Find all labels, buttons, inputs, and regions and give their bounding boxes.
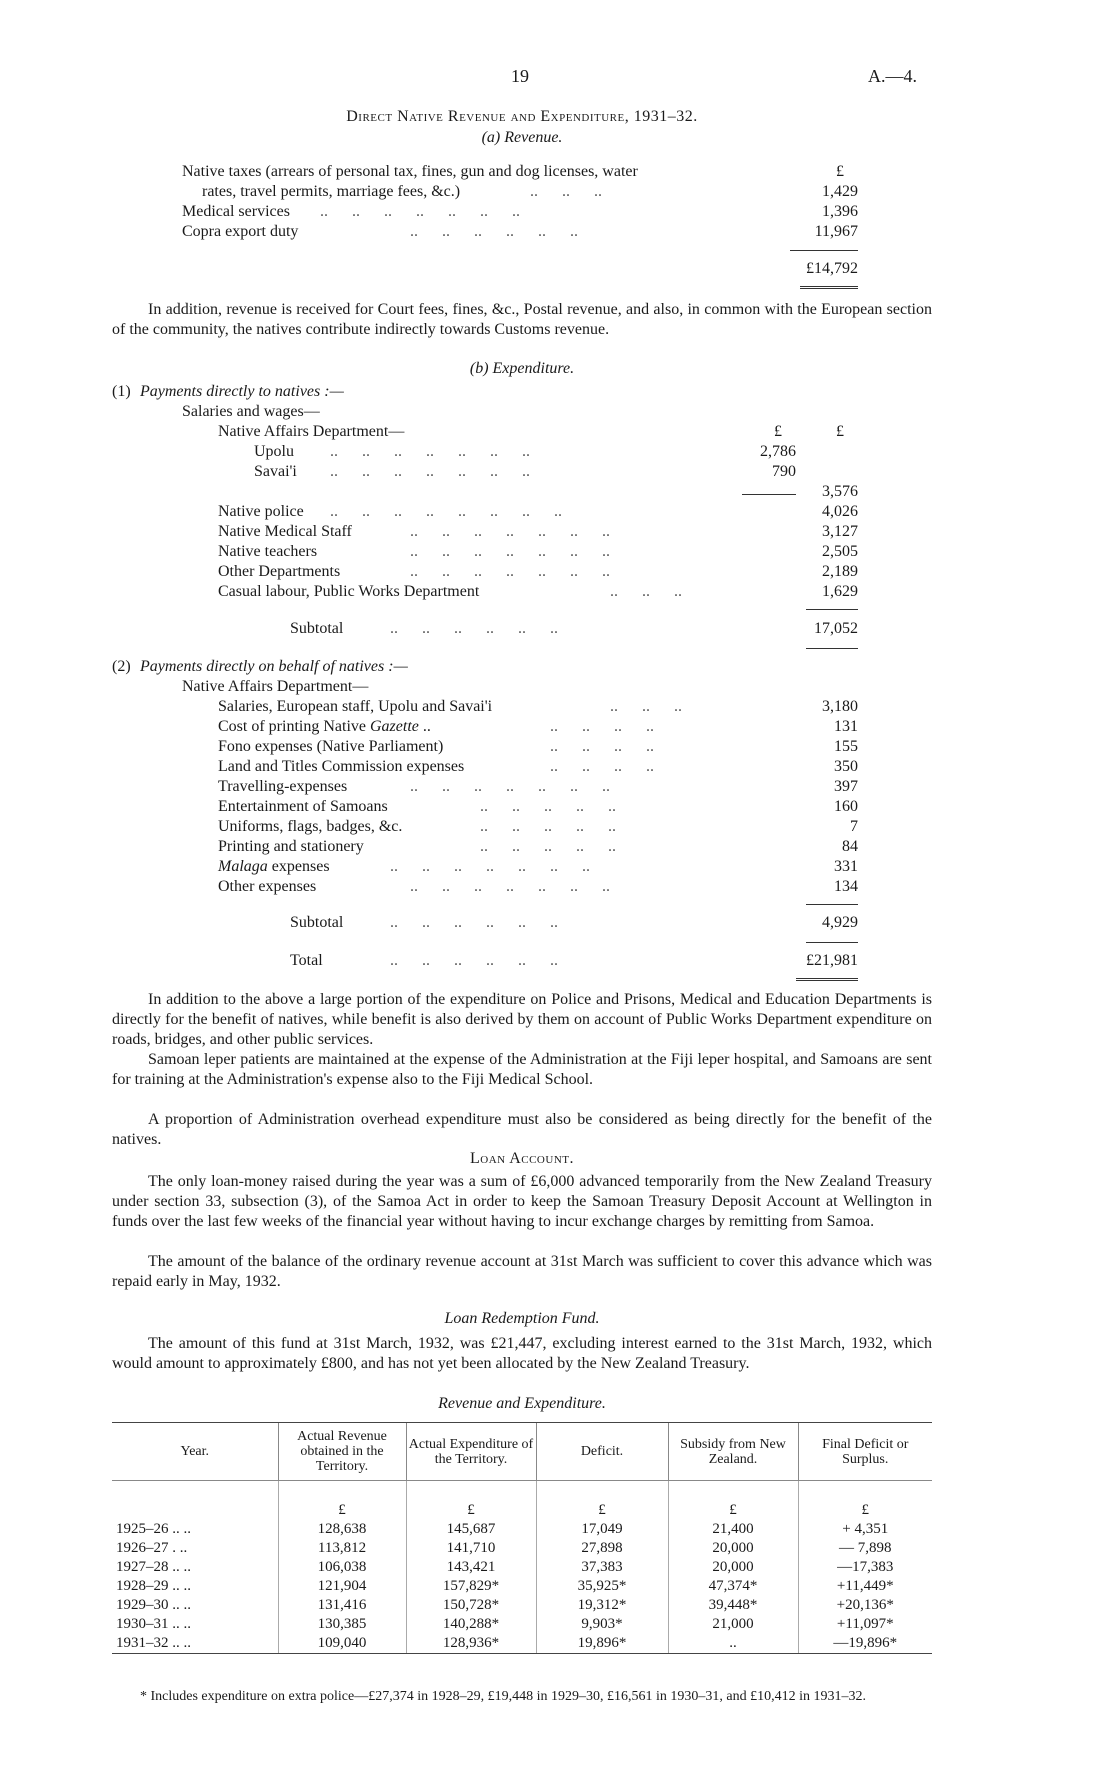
column-header: Final Deficit or Surplus. <box>798 1423 932 1481</box>
column-header: Year. <box>112 1423 278 1481</box>
expenditure-row: Uniforms, flags, badges, &c. .. .. .. .. .. 7 <box>218 818 858 835</box>
double-rule <box>800 286 858 289</box>
revenue-label: Native taxes (arrears of personal tax, fines, gun and dog licenses, water <box>182 163 638 180</box>
expenditure-row: Cost of printing Native Gazette .. .. .. .. .. 131 <box>218 718 858 735</box>
loan-redemption-heading: Loan Redemption Fund. <box>444 1310 600 1327</box>
revenue-row-medical: Medical services .. .. .. .. .. .. .. 1,396 <box>182 203 858 220</box>
paragraph: A proportion of Administration overhead expenditure must also be considered as being directly for the benefit of the natives. <box>112 1111 932 1148</box>
main-title: Direct Native Revenue and Expenditure, 1931–32. <box>346 108 698 125</box>
revenue-heading: (a) Revenue. <box>481 129 563 146</box>
department-total: 3,576 <box>822 483 858 500</box>
column-header: Actual Expenditure of the Territory. <box>406 1423 536 1481</box>
revenue-row-copra: Copra export duty .. .. .. .. .. .. 11,967 <box>182 223 858 240</box>
table-row: 1926–27 . .. 113,812 141,710 27,898 20,000 — 7,898 <box>112 1539 932 1558</box>
rule <box>790 250 858 251</box>
revenue-amount: 11,967 <box>814 223 858 240</box>
revenue-label: Copra export duty <box>182 223 299 240</box>
revenue-amount: 1,396 <box>822 203 858 220</box>
expenditure-row: Travelling-expenses .. .. .. .. .. .. .. 397 <box>218 778 858 795</box>
revenue-expenditure-table <box>112 1422 932 1654</box>
paragraph: The only loan-money raised during the year was a sum of £6,000 advanced temporarily from the New Zealand Treasury under section 33, subsection (3), of the Samoa Act in order to keep the Samoan Treasury Deposit Account at Wellington in funds over the last few weeks of the financial year without having to incur exchange charges by remitting from Samoa. <box>112 1173 932 1230</box>
rule <box>806 942 858 943</box>
loan-account-heading: Loan Account. <box>469 1150 574 1167</box>
subtotal-row: Subtotal .. .. .. .. .. .. 4,929 <box>290 914 858 931</box>
subtotal-value: 17,052 <box>814 620 858 637</box>
grand-total: £21,981 <box>806 952 858 969</box>
rule <box>806 648 858 649</box>
pound-sign: £ <box>836 163 844 180</box>
revenue-amount: 1,429 <box>822 183 858 200</box>
expenditure-row: Native Medical Staff .. .. .. .. .. .. .. 3,127 <box>218 523 858 540</box>
expenditure-row: Savai'i .. .. .. .. .. .. .. 790 <box>254 463 796 480</box>
expenditure-row: Other Departments .. .. .. .. .. .. .. 2,189 <box>218 563 858 580</box>
revenue-total: £14,792 <box>806 260 858 277</box>
expenditure-heading: (b) Expenditure. <box>469 360 575 377</box>
expenditure-row: Printing and stationery .. .. .. .. .. 84 <box>218 838 858 855</box>
expenditure-row: Other expenses .. .. .. .. .. .. .. 134 <box>218 878 858 895</box>
double-rule <box>796 978 858 981</box>
paragraph: In addition to the above a large portion of the expenditure on Police and Prisons, Medical and Education Departments is directly for the benefit of natives, while benefit is also derived by them on account of Public Works Department expenditure on roads, bridges, and other public services. <box>112 991 932 1048</box>
expenditure-row: Upolu .. .. .. .. .. .. .. 2,786 <box>254 443 796 460</box>
expenditure-row: Entertainment of Samoans .. .. .. .. .. 160 <box>218 798 858 815</box>
expenditure-row: Land and Titles Commission expenses .. .. .. .. 350 <box>218 758 858 775</box>
section1-heading: (1) Payments directly to natives :— <box>112 383 344 400</box>
expenditure-row: Casual labour, Public Works Department .. .. .. 1,629 <box>218 583 858 600</box>
paragraph: Samoan leper patients are maintained at the expense of the Administration at the Fiji leper hospital, and Samoans are sent for training at the Administration's expense also to the Fiji Medical School. <box>112 1051 932 1088</box>
section1-sub: Salaries and wages— <box>182 403 320 420</box>
table-row: 1930–31 .. .. 130,385 140,288* 9,903* 21,000 +11,097* <box>112 1615 932 1634</box>
rule <box>806 904 858 905</box>
table-row: 1929–30 .. .. 131,416 150,728* 19,312* 39,448* +20,136* <box>112 1596 932 1615</box>
revenue-row-native-taxes-cont: rates, travel permits, marriage fees, &c.) .. .. .. 1,429 <box>202 183 858 200</box>
expenditure-row: Native teachers .. .. .. .. .. .. .. 2,505 <box>218 543 858 560</box>
total-row: Total .. .. .. .. .. .. £21,981 <box>290 952 858 969</box>
table-footnote: * Includes expenditure on extra police—£27,374 in 1928–29, £19,448 in 1929–30, £16,561 in 1930–31, and £10,412 in 1931–32. <box>140 1689 866 1704</box>
expenditure-row: Malaga expenses .. .. .. .. .. .. .. 331 <box>218 858 858 875</box>
table-row: 1931–32 .. .. 109,040 128,936* 19,896* .. —19,896* <box>112 1634 932 1654</box>
rule <box>806 609 858 610</box>
revenue-total-row <box>0 260 1114 280</box>
table-row: 1927–28 .. .. 106,038 143,421 37,383 20,000 —17,383 <box>112 1558 932 1577</box>
column-header: Actual Revenue obtained in the Territory. <box>278 1423 406 1481</box>
subtotal-row: Subtotal .. .. .. .. .. .. 17,052 <box>290 620 858 637</box>
expenditure-row: Salaries, European staff, Upolu and Savai'i .. .. .. 3,180 <box>218 698 858 715</box>
revenue-label: rates, travel permits, marriage fees, &c.) <box>202 183 461 200</box>
page-number: 19 <box>511 66 529 86</box>
column-header: Subsidy from New Zealand. <box>668 1423 798 1481</box>
table-row: 1925–26 .. .. 128,638 145,687 17,049 21,400 + 4,351 <box>112 1520 932 1539</box>
section2-department: Native Affairs Department— <box>182 678 369 695</box>
subtotal-value: 4,929 <box>822 914 858 931</box>
revenue-label: Medical services <box>182 203 290 220</box>
expenditure-row: Native police .. .. .. .. .. .. .. .. 4,026 <box>218 503 858 520</box>
table-header-row <box>112 1423 932 1481</box>
document-page: 19 A.—4. Direct Native Revenue and Expenditure, 1931–32. (a) Revenue. Native taxes (arrears of personal tax, fines, gun and dog licenses, water £ rates, travel permits, marriage fees, &c.) .. .. .. 1,429 Medical services .. .. .. .. .. .. .. 1,396 Copra export duty .. .. .. .. .. .. 11,967 £14,792 In addition, revenue is received for Court fees, fines, &c., Postal revenue, and also, in common with the European section of the community, the natives contribute indirectly towards Customs revenue. (b) Expenditure. (1) Payments directly to natives :— Salaries and wages— Native Affairs Department— £ £ Upolu .. .. .. .. .. .. .. 2,786 Savai'i .. .. .. .. .. .. .. 790 3,576 Native police .. .. .. .. .. .. .. .. 4,026 Native Medical Staff .. .. .. .. .. .. .. 3,127 Native teachers .. .. .. .. .. .. .. 2,505 Other Departments .. .. .. .. .. .. .. 2,189 Casual labour, Public Works Department .. .. .. 1,629 Subtotal .. .. .. .. .. .. 17,052 (2) Payments directly on behalf of natives :— Native Affairs Department— Salaries, European staff, Upolu and Savai'i .. .. .. 3,180 Cost of printing Native Gazette .. .. .. .. .. 131 Fono expenses (Native Parliament) .. .. .. .. 155 Land and Titles Commission expenses .. .. .. .. 350 Travelling-expenses .. .. .. .. .. .. .. 397 Entertainment of Samoans .. .. .. .. .. 160 Uniforms, flags, badges, &c. .. .. .. .. .. 7 Printing and stationery .. .. .. .. .. 84 Malaga expenses .. .. .. .. .. .. .. 331 Other expenses .. .. .. .. .. .. .. 134 Subtotal .. .. .. .. .. .. 4,929 Total .. .. .. .. .. .. £21,981 In addition to the above a large portion of the expenditure on Police and Prisons, Medical and Education Departments is directly for the benefit of natives, while benefit is also derived by them on account of Public Works Department expenditure on roads, bridges, and other public services. Samoan leper patients are maintained at the expense of the Administration at the Fiji leper hospital, and Samoans are sent for training at the Administration's expense also to the Fiji Medical School. A proportion of Administration overhead expenditure must also be considered as being directly for the benefit of the natives. Loan Account. The only loan-money raised during the year was a sum of £6,000 advanced temporarily from the New Zealand Treasury under section 33, subsection (3), of the Samoa Act in order to keep the Samoan Treasury Deposit Account at Wellington in funds over the last few weeks of the financial year without having to incur exchange charges by remitting from Samoa. The amount of the balance of the ordinary revenue account at 31st March was sufficient to cover this advance which was repaid early in May, 1932. Loan Redemption Fund. The amount of this fund at 31st March, 1932, was £21,447, excluding interest earned to the 31st March, 1932, which would amount to approximately £800, and has not yet been allocated by the New Zealand Treasury. Revenue and Expenditure. Year. Actual Revenue obtained in the Territory. Actual Expenditure of the Territory. Deficit. Subsidy from New Zealand. Final Deficit or Surplus. £ £ £ £ £ 1925–26 .. .. 128,638 145,687 17,049 21,400 + 4,351 1926–27 . .. 113,812 141,710 27,898 20,000 — 7,898 1927–28 .. .. 106,038 143,421 37,383 20,000 —17,383 1928–29 .. .. 121,904 157,829* 35,925* 47,374* +11,449* 1929–30 .. .. 131,416 150,728* 19,312* 39,448* +20,136* 1930–31 .. .. 130,385 140,288* 9,903* 21,000 +11,097* 1931–32 .. .. 109,040 128,936* 19,896* .. —19,896* * Includes expenditure on extra police—£27,374 in 1928–29, £19,448 in 1929–30, £16,561 in 1930–31, and £10,412 in 1931–32. <box>0 0 1114 1789</box>
revenue-paragraph: In addition, revenue is received for Court fees, fines, &c., Postal revenue, and also, in common with the European section of the community, the natives contribute indirectly towards Customs revenue. <box>112 301 932 338</box>
table-row: 1928–29 .. .. 121,904 157,829* 35,925* 47,374* +11,449* <box>112 1577 932 1596</box>
document-reference: A.—4. <box>868 66 917 86</box>
paragraph: The amount of this fund at 31st March, 1932, was £21,447, excluding interest earned to the 31st March, 1932, which would amount to approximately £800, and has not yet been allocated by the New Zealand Treasury. <box>112 1335 932 1372</box>
expenditure-row: Fono expenses (Native Parliament) .. .. .. .. 155 <box>218 738 858 755</box>
column-header: Deficit. <box>536 1423 668 1481</box>
section2-heading: (2) Payments directly on behalf of natives :— <box>112 658 408 675</box>
section1-department: Native Affairs Department— <box>218 423 405 440</box>
table-heading: Revenue and Expenditure. <box>438 1395 606 1412</box>
units-row: £ £ £ £ £ <box>112 1481 932 1521</box>
revenue-row-native-taxes <box>0 163 1114 183</box>
paragraph: The amount of the balance of the ordinary revenue account at 31st March was sufficient to cover this advance which was repaid early in May, 1932. <box>112 1253 932 1290</box>
